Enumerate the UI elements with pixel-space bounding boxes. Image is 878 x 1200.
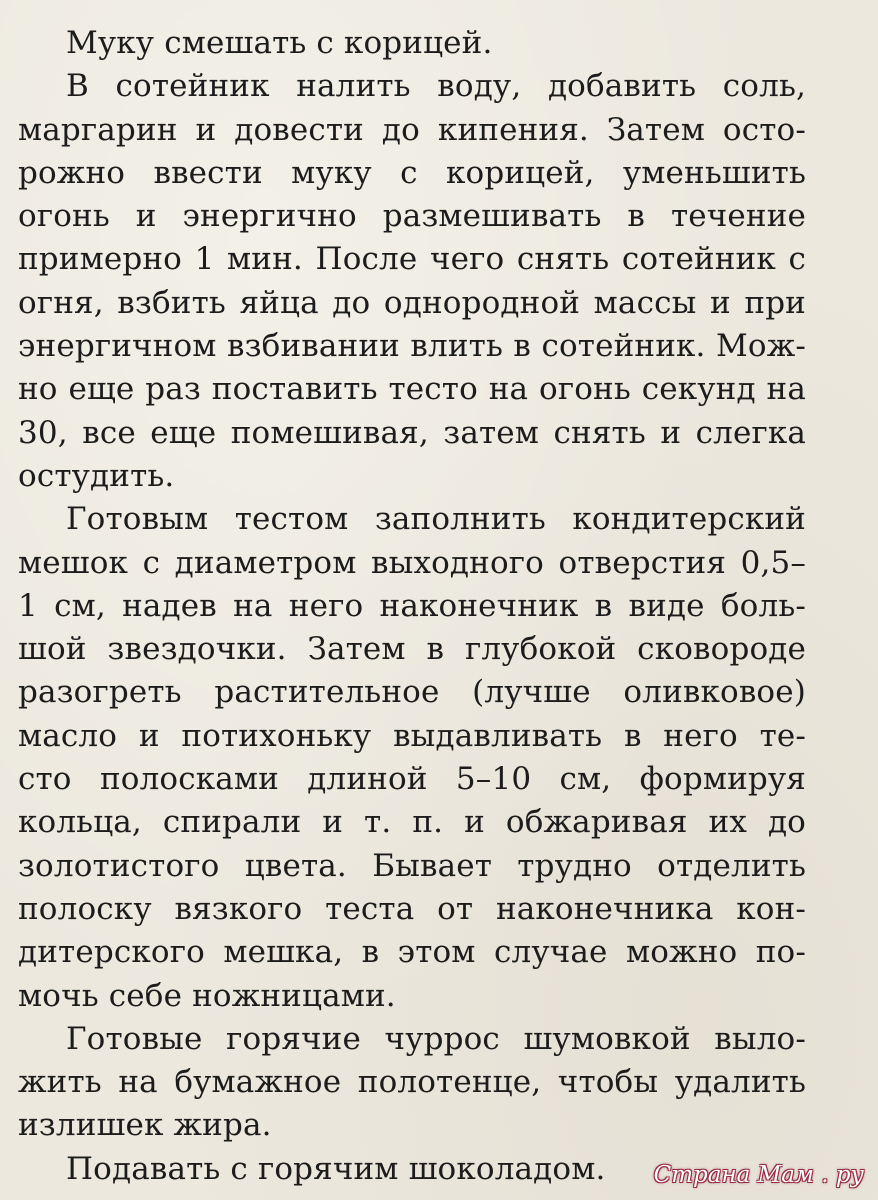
text-line: Подавать с горячим шоколадом.	[66, 1150, 606, 1187]
recipe-text	[18, 22, 806, 1191]
text-line: маргарин и довести до кипения. Затем осто-	[18, 111, 806, 148]
text-line: 1 см, надев на него наконечник в виде боль-	[18, 587, 806, 624]
text-line: остудить.	[18, 457, 175, 494]
text-line: жить на бумажное полотенце, чтобы удалить	[18, 1064, 806, 1101]
text-line: золотистого цвета. Бывает трудно отделить	[18, 847, 806, 884]
text-line: разогреть растительное (лучше оливковое)	[18, 674, 806, 711]
text-line: огня, взбить яйца до однородной массы и при	[18, 284, 806, 321]
text-line: сто полосками длиной 5–10 см, формируя	[18, 761, 806, 798]
text-line: шой звездочки. Затем в глубокой сковороде	[18, 631, 806, 668]
text-line: кольца, спирали и т. п. и обжаривая их до	[18, 804, 806, 841]
text-line: полоску вязкого теста от наконечника кон-	[18, 890, 806, 927]
text-line: Готовым тестом заполнить кондитерский	[66, 501, 806, 538]
text-line: огонь и энергично размешивать в течение	[18, 198, 806, 235]
text-line: Муку смешать с корицей.	[66, 25, 493, 61]
text-line: масло и потихоньку выдавливать в него те-	[18, 717, 806, 754]
text-line: дитерского мешка, в этом случае можно по-	[18, 934, 806, 971]
text-line: энергичном взбивании влить в сотейник. Мож-	[18, 328, 806, 365]
text-line: мешок с диаметром выходного отверстия 0,5–	[18, 544, 806, 581]
text-line: мочь себе ножницами.	[18, 977, 396, 1014]
text-line: примерно 1 мин. После чего снять сотейник с	[18, 241, 806, 278]
text-line: В сотейник налить воду, добавить соль,	[66, 68, 806, 105]
text-line: излишек жира.	[18, 1107, 272, 1144]
text-line: Готовые горячие чуррос шумовкой выло-	[66, 1020, 806, 1057]
text-line: рожно ввести муку с корицей, уменьшить	[18, 154, 806, 191]
text-line: но еще раз поставить тесто на огонь секунд на	[18, 371, 806, 408]
site-watermark: Страна Мам . ру	[653, 1162, 864, 1188]
text-line: 30, все еще помешивая, затем снять и слегка	[18, 414, 806, 451]
